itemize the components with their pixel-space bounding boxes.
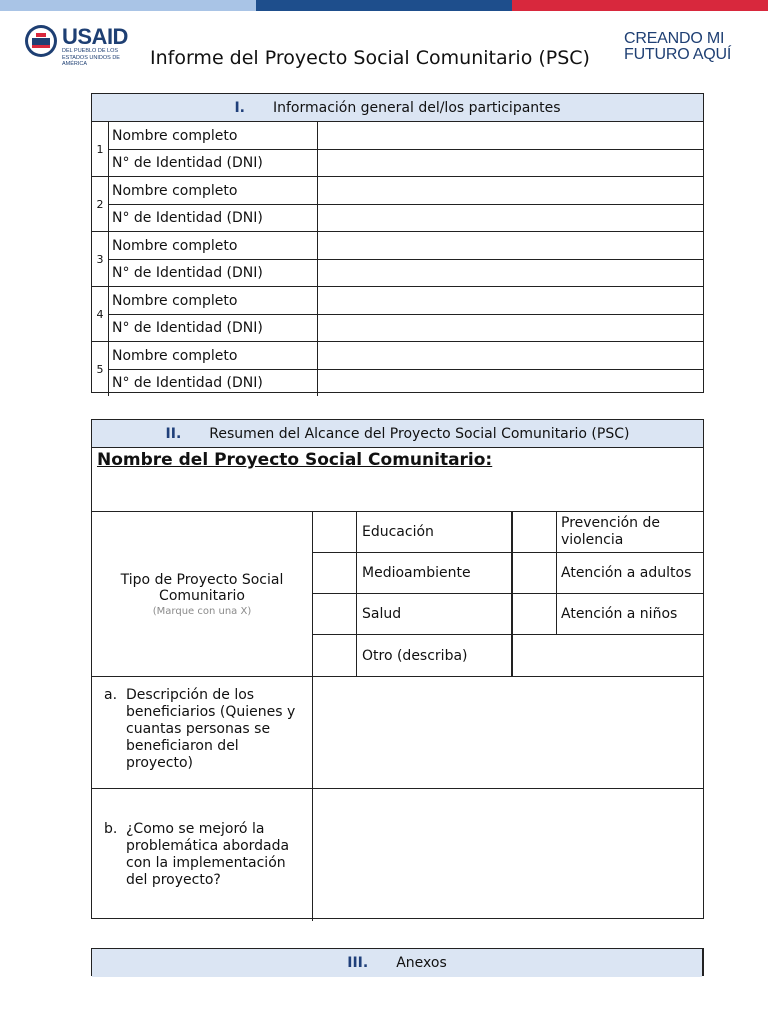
usaid-seal-icon (24, 24, 58, 58)
section-1-title: Información general del/los participantes (272, 99, 561, 116)
project-type-label: Tipo de Proyecto Social Comunitario (120, 571, 284, 604)
section-2-header (92, 420, 703, 448)
usaid-logo (24, 24, 144, 66)
participant-group (92, 342, 703, 396)
document-title: Informe del Proyecto Social Comunitario (PSC) (150, 47, 590, 69)
participant-group (92, 177, 703, 232)
section-project-summary (91, 419, 704, 919)
participant-number: 1 (92, 122, 109, 176)
tagline-line-1: CREANDO MI (624, 30, 725, 47)
checkbox-educacion[interactable] (313, 512, 357, 552)
dni-label: N° de Identidad (DNI) (108, 259, 318, 286)
checkbox-salud[interactable] (313, 594, 357, 634)
name-label: Nombre completo (108, 342, 318, 369)
project-name-field[interactable] (92, 448, 703, 512)
usaid-subtitle: DEL PUEBLO DE LOS ESTADOS UNIDOS DE AMÉRICA (62, 48, 120, 67)
dni-field[interactable] (318, 314, 703, 341)
tagline-line-2: FUTURO AQUÍ (624, 46, 732, 63)
dni-label: N° de Identidad (DNI) (108, 149, 318, 176)
name-field[interactable] (318, 287, 703, 314)
question-b-row (92, 789, 703, 921)
participant-number: 3 (92, 232, 109, 286)
participant-group (92, 232, 703, 287)
name-field[interactable] (318, 342, 703, 369)
program-tagline (624, 31, 744, 63)
question-a-text: Descripción de los beneficiarios (Quienes y cuantas personas se beneficiaron del proyecto) (126, 687, 296, 771)
participant-number: 4 (92, 287, 109, 341)
question-b-text: ¿Como se mejoró la problemática abordada con la implementación del proyecto? (126, 821, 290, 888)
participant-group (92, 287, 703, 342)
section-annexes (91, 948, 704, 976)
top-bar-light (0, 0, 256, 11)
name-field[interactable] (318, 232, 703, 259)
project-name-label: Nombre del Proyecto Social Comunitario: (97, 450, 493, 470)
top-bar-red (512, 0, 768, 11)
project-type-options (313, 512, 703, 676)
section-participants (91, 93, 704, 393)
name-label: Nombre completo (108, 122, 318, 149)
option-prevencion: Prevención de violencia (561, 515, 661, 548)
checkbox-adultos[interactable] (513, 553, 557, 593)
section-3-number: III. (347, 955, 369, 971)
participant-number: 5 (92, 342, 109, 396)
dni-field[interactable] (318, 204, 703, 231)
dni-label: N° de Identidad (DNI) (108, 314, 318, 341)
option-ninos: Atención a niños (561, 605, 678, 622)
checkbox-otro[interactable] (313, 635, 357, 676)
checkbox-medioambiente[interactable] (313, 553, 357, 593)
project-type-label-cell (92, 512, 313, 676)
option-educacion: Educación (357, 512, 513, 552)
section-2-title: Resumen del Alcance del Proyecto Social Comunitario (PSC) (209, 425, 630, 442)
question-a-answer[interactable] (313, 677, 703, 788)
option-medioambiente: Medioambiente (357, 553, 513, 593)
dni-label: N° de Identidad (DNI) (108, 204, 318, 231)
name-field[interactable] (318, 177, 703, 204)
checkbox-ninos[interactable] (513, 594, 557, 634)
otro-description-field[interactable] (513, 635, 703, 676)
name-label: Nombre completo (108, 232, 318, 259)
dni-field[interactable] (318, 369, 703, 396)
name-label: Nombre completo (108, 287, 318, 314)
question-a (92, 677, 313, 788)
option-otro: Otro (describa) (357, 635, 513, 676)
project-type-hint: (Marque con una X) (152, 605, 252, 617)
question-a-letter: a. (104, 687, 118, 703)
question-b (92, 789, 313, 921)
top-bar-navy (256, 0, 512, 11)
section-2-number: II. (165, 425, 182, 442)
participant-number: 2 (92, 177, 109, 231)
participant-group (92, 122, 703, 177)
question-b-answer[interactable] (313, 789, 703, 921)
section-3-header (92, 949, 702, 977)
usaid-wordmark: USAID (62, 24, 128, 49)
section-3-title: Anexos (396, 955, 447, 971)
name-label: Nombre completo (108, 177, 318, 204)
question-b-letter: b. (104, 821, 118, 837)
option-salud: Salud (357, 594, 513, 634)
dni-field[interactable] (318, 149, 703, 176)
question-a-row (92, 677, 703, 789)
section-1-number: I. (234, 99, 245, 116)
dni-label: N° de Identidad (DNI) (108, 369, 318, 396)
section-1-header (92, 94, 703, 122)
dni-field[interactable] (318, 259, 703, 286)
checkbox-prevencion[interactable] (513, 512, 557, 552)
project-type-area (92, 512, 703, 677)
name-field[interactable] (318, 122, 703, 149)
option-adultos: Atención a adultos (561, 564, 692, 581)
